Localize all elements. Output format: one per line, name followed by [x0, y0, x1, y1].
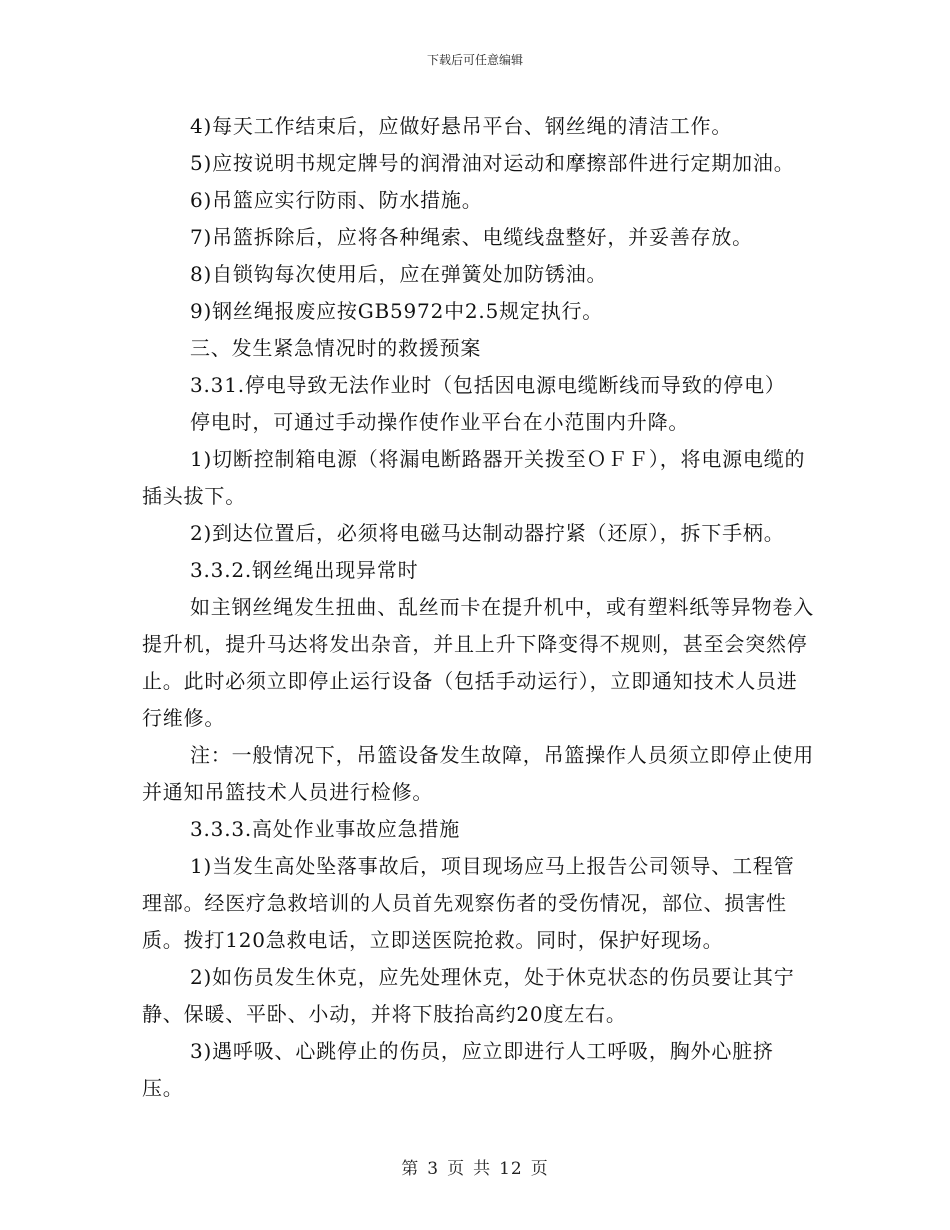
paragraph: 1)当发生高处坠落事故后，项目现场应马上报告公司领导、工程管理部。经医疗急救培训的人员首先观察伤者的受伤情况，部位、损害性质。拨打120急救电话，立即送医院抢救。同时，保护好现场。 — [142, 854, 795, 952]
paragraph: 1)切断控制箱电源（将漏电断路器开关拨至ＯＦＦ），将电源电缆的插头拔下。 — [142, 447, 806, 508]
paragraph: 3)遇呼吸、心跳停止的伤员，应立即进行人工呼吸，胸外心脏挤压。 — [142, 1039, 774, 1100]
paragraph: 7)吊篮拆除后，应将各种绳索、电缆线盘整好，并妥善存放。 — [190, 225, 753, 249]
paragraph: 4)每天工作结束后，应做好悬吊平台、钢丝绳的清洁工作。 — [190, 114, 733, 138]
paragraph: 9)钢丝绳报废应按GB5972中2.5规定执行。 — [190, 299, 604, 323]
total-label: 共 — [473, 1159, 492, 1179]
paragraph: 如主钢丝绳发生扭曲、乱丝而卡在提升机中，或有塑料纸等异物卷入提升机，提升马达将发出杂音，并且上升下降变得不规则，甚至会突然停止。此时必须立即停止运行设备（包括手动运行），立即通知技术人员进行维修。 — [142, 595, 814, 730]
subsection-heading: 3.3.3.高处作业事故应急措施 — [190, 817, 461, 841]
subsection-heading: 3.31.停电导致无法作业时（包括因电源电缆断线而导致的停电） — [190, 373, 786, 397]
subsection-heading: 3.3.2.钢丝绳出现异常时 — [190, 558, 419, 582]
page-footer — [0, 1154, 950, 1179]
paragraph: 2)如伤员发生休克，应先处理休克，处于休克状态的伤员要让其宁静、保暖、平卧、小动，并将下肢抬高约20度左右。 — [142, 965, 795, 1026]
page-label-mid: 页 — [447, 1159, 466, 1179]
page-header: 下载后可任意编辑 — [426, 53, 523, 67]
page-label-suffix: 页 — [530, 1159, 549, 1179]
paragraph: 5)应按说明书规定牌号的润滑油对运动和摩擦部件进行定期加油。 — [190, 151, 795, 175]
total-pages-number: 12 — [499, 1159, 523, 1179]
paragraph: 6)吊篮应实行防雨、防水措施。 — [190, 188, 483, 212]
paragraph: 2)到达位置后，必须将电磁马达制动器拧紧（还原），拆下手柄。 — [190, 521, 785, 545]
current-page-number: 3 — [427, 1159, 440, 1179]
paragraph: 8)自锁钩每次使用后，应在弹簧处加防锈油。 — [190, 262, 608, 286]
document-body — [142, 108, 814, 1107]
section-heading: 三、发生紧急情况时的救援预案 — [190, 336, 482, 360]
paragraph: 停电时，可通过手动操作使作业平台在小范围内升降。 — [190, 410, 690, 434]
page-label-prefix: 第 — [401, 1159, 420, 1179]
note-paragraph: 注：一般情况下，吊篮设备发生故障，吊篮操作人员须立即停止使用并通知吊篮技术人员进行检修。 — [142, 743, 814, 804]
